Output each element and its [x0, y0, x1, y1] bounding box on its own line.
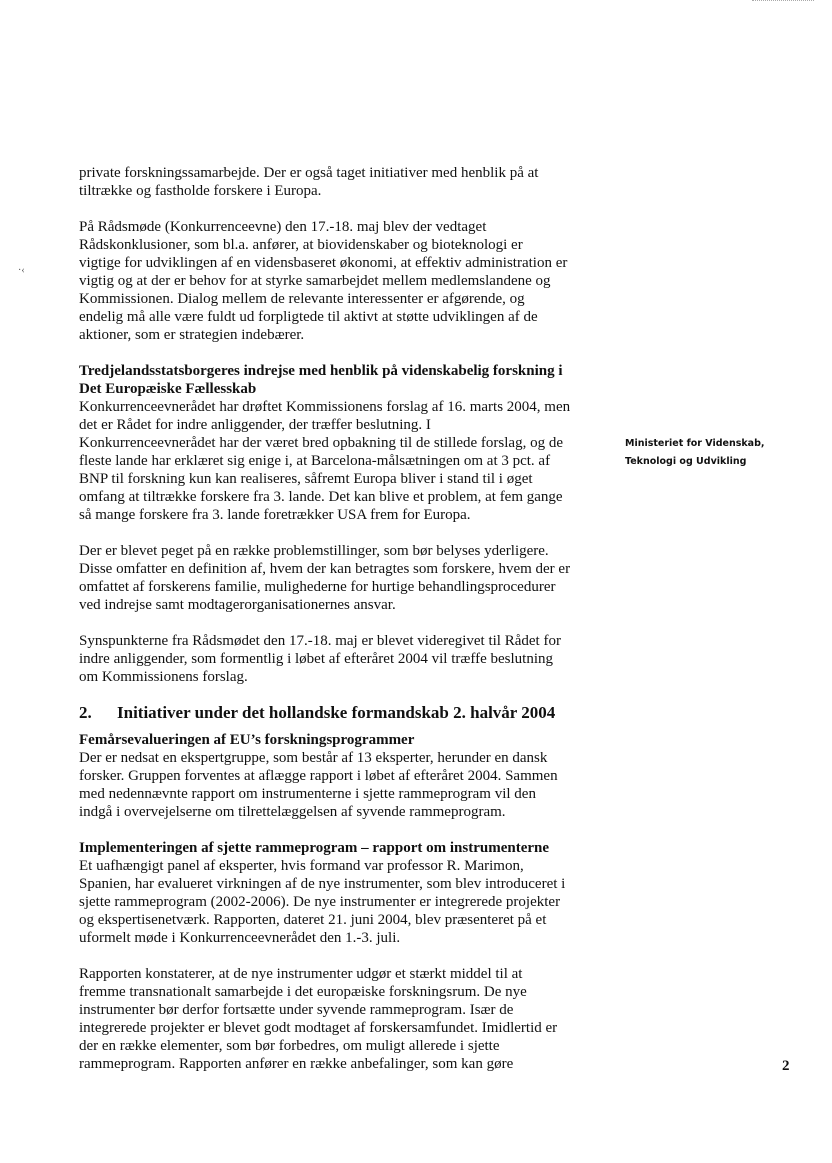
text-line: det er Rådet for indre anliggender, der træffer beslutning. I [79, 417, 431, 433]
text-line: der en række elementer, som bør forbedres, om muligt allerede i sjette [79, 1038, 500, 1054]
text-line: Et uafhængigt panel af eksperter, hvis formand var professor R. Marimon, [79, 858, 524, 874]
text-line: uformelt møde i Konkurrenceevnerådet den 1.-3. juli. [79, 930, 401, 946]
text-line: og ekspertisenetværk. Rapporten, dateret 21. juni 2004, blev præsenteret på et [79, 912, 547, 928]
subheading: Tredjelandsstatsborgeres indrejse med henblik på videnskabelig forskning i [79, 363, 563, 379]
subheading: Femårsevalueringen af EU’s forskningsprogrammer [79, 732, 415, 748]
paragraph-continuation [79, 164, 599, 200]
paragraph-viewpoints [79, 632, 599, 686]
scan-speck: ·‹ [18, 265, 25, 276]
section-title: Initiativer under det hollandske formandskab 2. halvår 2004 [117, 703, 556, 722]
text-line: omfattet af forskerens familie, mulighederne for hurtige behandlingsprocedurer [79, 579, 556, 595]
text-line: Kommissionen. Dialog mellem de relevante interessenter er afgørende, og [79, 291, 525, 307]
text-line: om Kommissionens forslag. [79, 669, 248, 685]
text-line: instrumenter bør derfor fortsætte under syvende rammeprogram. Især de [79, 1002, 514, 1018]
text-line: fleste lande har erklæret sig enige i, at Barcelona-målsætningen om at 3 pct. af [79, 453, 551, 469]
text-line: Rapporten konstaterer, at de nye instrumenter udgør et stærkt middel til at [79, 966, 523, 982]
text-line: med nedennævnte rapport om instrumenterne i sjette rammeprogram vil den [79, 786, 536, 802]
text-line: Spanien, har evalueret virkningen af de nye instrumenter, som blev introduceret i [79, 876, 566, 892]
text-line: På Rådsmøde (Konkurrenceevne) den 17.-18. maj blev der vedtaget [79, 219, 487, 235]
text-line: fremme transnationalt samarbejde i det europæiske forskningsrum. De nye [79, 984, 527, 1000]
subheading: Det Europæiske Fællesskab [79, 381, 257, 397]
text-line: Disse omfatter en definition af, hvem der kan betragtes som forskere, hvem der er [79, 561, 571, 577]
text-line: Der er blevet peget på en række problemstillinger, som bør belyses yderligere. [79, 543, 549, 559]
ministry-line: Ministeriet for Videnskab, [625, 438, 765, 449]
text-line: Rådskonklusioner, som bl.a. anfører, at biovidenskaber og bioteknologi er [79, 237, 523, 253]
scan-edge-mark [752, 0, 814, 2]
text-line: ved indrejse samt modtagerorganisationernes ansvar. [79, 597, 396, 613]
text-line: aktioner, som er strategien indebærer. [79, 327, 305, 343]
text-line: Konkurrenceevnerådet har drøftet Kommissionens forslag af 16. marts 2004, men [79, 399, 571, 415]
paragraph-problem-issues [79, 542, 599, 614]
paragraph-report-findings [79, 965, 599, 1073]
text-line: indre anliggender, som formentlig i løbet af efteråret 2004 vil træffe beslutning [79, 651, 553, 667]
subheading: Implementeringen af sjette rammeprogram – rapport om instrumenterne [79, 840, 550, 856]
text-line: endelig må alle være fuldt ud forpligtede til aktivt at støtte udviklingen af de [79, 309, 538, 325]
text-line: sjette rammeprogram (2002-2006). De nye instrumenter er integrerede projekter [79, 894, 561, 910]
text-line: omfang at tiltrække forskere fra 3. lande. Det kan blive et problem, at fem gange [79, 489, 563, 505]
text-line: vigtig og at der er behov for at styrke samarbejdet mellem medlemslandene og [79, 273, 551, 289]
section-number: 2. [79, 703, 92, 722]
section-third-country-researchers [79, 362, 599, 524]
text-line: Synspunkterne fra Rådsmødet den 17.-18. maj er blevet videregivet til Rådet for [79, 633, 561, 649]
text-line: integrerede projekter er blevet godt modtaget af forskersamfundet. Imidlertid er [79, 1020, 558, 1036]
text-line: BNP til forskning kun kan realiseres, såfremt Europa bliver i stand til i øget [79, 471, 533, 487]
text-line: tiltrække og fastholde forskere i Europa. [79, 183, 322, 199]
section-five-year-evaluation [79, 731, 599, 821]
page-number: 2 [782, 1058, 790, 1074]
text-line: Konkurrenceevnerådet har der været bred opbakning til de stillede forslag, og de [79, 435, 563, 451]
text-line: forsker. Gruppen forventes at aflægge rapport i løbet af efteråret 2004. Sammen [79, 768, 558, 784]
text-line: så mange forskere fra 3. lande foretrækker USA frem for Europa. [79, 507, 471, 523]
text-line: private forskningssamarbejde. Der er også taget initiativer med henblik på at [79, 165, 539, 181]
ministry-line: Teknologi og Udvikling [625, 456, 747, 467]
text-line: vigtige for udviklingen af en vidensbaseret økonomi, at effektiv administration er [79, 255, 568, 271]
ministry-name [625, 435, 825, 471]
text-line: rammeprogram. Rapporten anfører en række anbefalinger, som kan gøre [79, 1056, 514, 1072]
text-line: indgå i overvejelserne om tilrettelæggelsen af syvende rammeprogram. [79, 804, 506, 820]
section-sixth-framework-implementation [79, 839, 599, 947]
paragraph-raadsmoede [79, 218, 599, 344]
text-line: Der er nedsat en ekspertgruppe, som består af 13 eksperter, herunder en dansk [79, 750, 548, 766]
section-heading [79, 703, 599, 723]
